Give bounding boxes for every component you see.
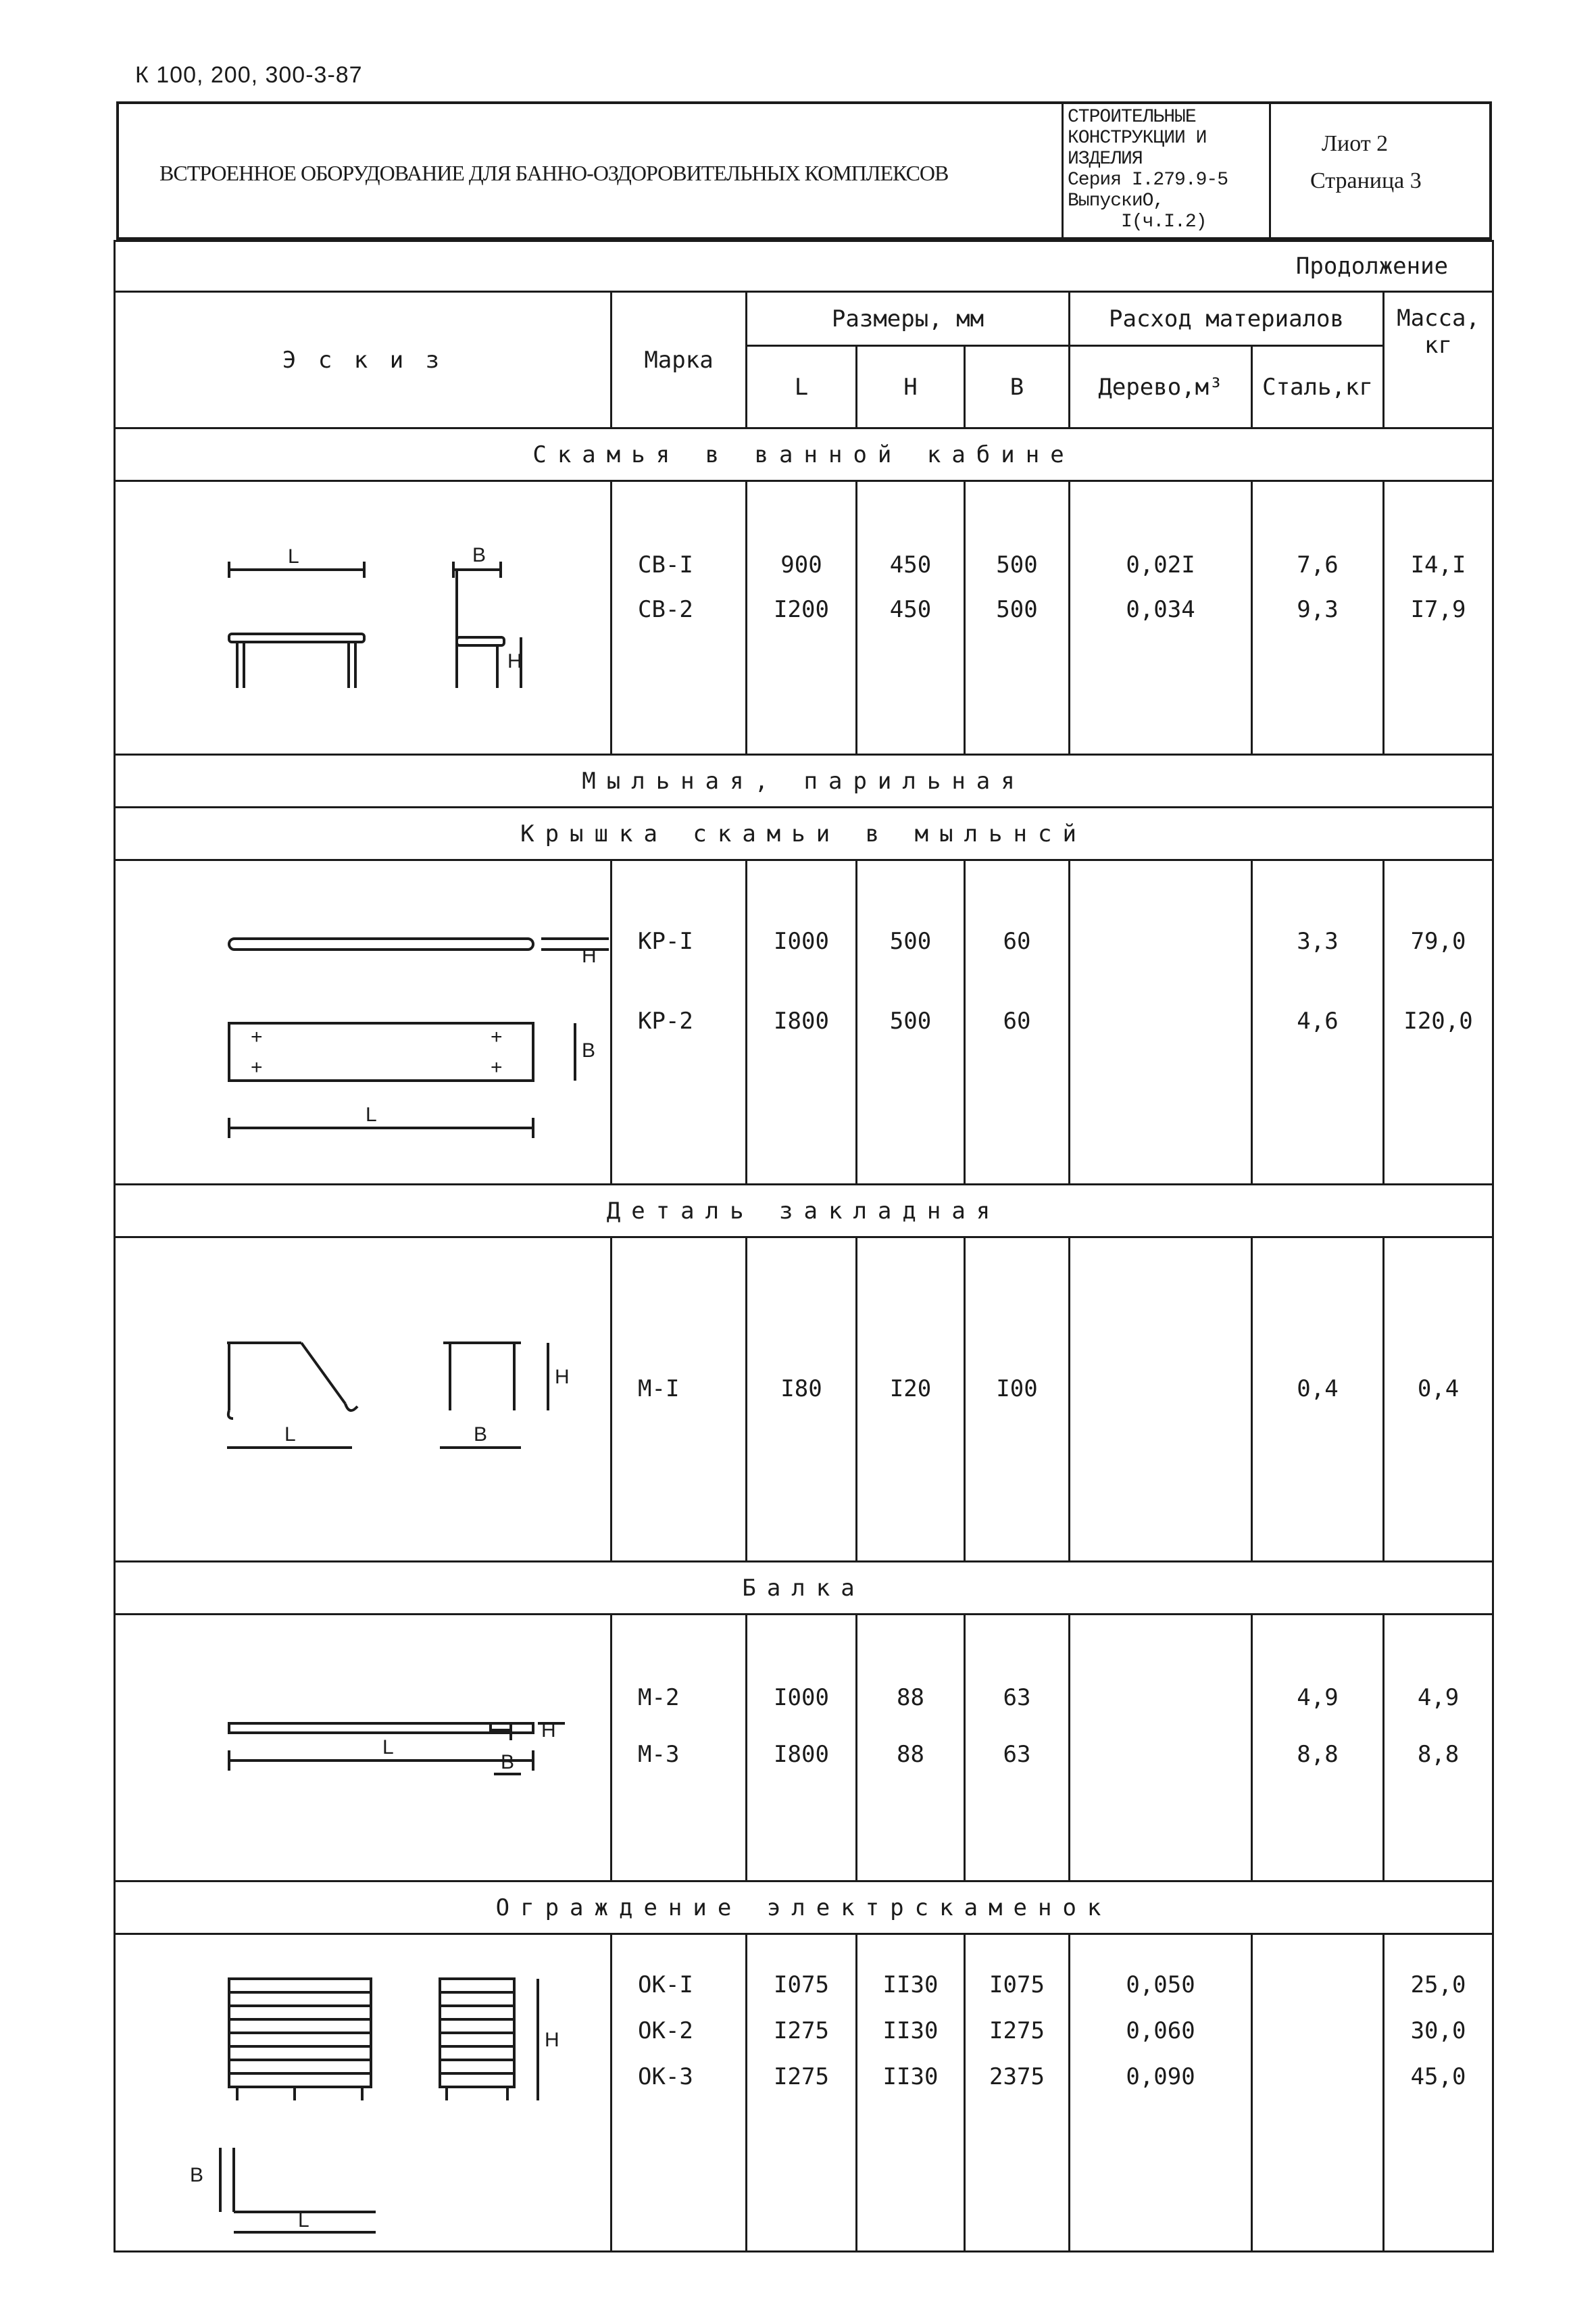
row-L: I075 (774, 1971, 829, 1998)
dim-B-label: B (501, 1751, 515, 1773)
cell-wood (1070, 860, 1252, 1185)
cell-H (857, 860, 965, 1185)
beam-drawing (116, 1615, 609, 1879)
cell-L (747, 1237, 857, 1562)
row-steel: 3,3 (1297, 928, 1339, 955)
row-L: I275 (774, 2017, 829, 2044)
col-header-mass: Масса, кг (1384, 292, 1493, 428)
row-L: 900 (780, 551, 822, 578)
sketch-heater-guard (115, 1934, 612, 2252)
cell-marks (612, 481, 747, 755)
row-H: II30 (882, 2017, 939, 2044)
title-block (116, 101, 1492, 240)
bench-drawing (116, 482, 609, 752)
cell-B (965, 1615, 1070, 1881)
row-H: I20 (889, 1375, 932, 1402)
row-steel: 4,9 (1297, 1684, 1339, 1711)
row-H: 88 (897, 1741, 924, 1768)
row-L: I000 (774, 928, 829, 955)
cell-mass (1384, 860, 1493, 1185)
row-H: II30 (882, 2063, 939, 2090)
dim-H-label: H (545, 2029, 559, 2051)
col-header-L: L (747, 346, 857, 428)
row-mass: 0,4 (1417, 1375, 1460, 1402)
cell-steel (1252, 1615, 1384, 1881)
col-header-H: Н (857, 346, 965, 428)
svg-text:+: + (491, 1026, 503, 1048)
document-title: ВСТРОЕННОЕ ОБОРУДОВАНИЕ ДЛЯ БАННО-ОЗДОРОВИТЕЛЬНЫХ КОМПЛЕКСОВ (159, 161, 949, 185)
dim-B-label: B (472, 544, 487, 566)
section-title: Деталь закладная (115, 1185, 1493, 1237)
dim-L-label: L (288, 545, 299, 568)
cell-marks (612, 1237, 747, 1562)
section-title: Балка (115, 1562, 1493, 1615)
row-L: I000 (774, 1684, 829, 1711)
sheet-number: Лиот 2 (1322, 131, 1389, 156)
cell-B (965, 860, 1070, 1185)
row-L: I800 (774, 1008, 829, 1035)
series-line: Серия I.279.9-5 (1068, 170, 1228, 191)
row-mass: 4,9 (1417, 1684, 1460, 1711)
section-title: Мыльная, парильная (115, 755, 1493, 808)
row-B: I075 (989, 1971, 1045, 1998)
embedded-part-drawing (116, 1238, 609, 1559)
cell-L (747, 481, 857, 755)
row-steel: 0,4 (1297, 1375, 1339, 1402)
cell-mass (1384, 1237, 1493, 1562)
row-wood: 0,034 (1126, 596, 1195, 623)
row-H: II30 (882, 1971, 939, 1998)
cell-marks (612, 1934, 747, 2252)
page-number: Страница 3 (1310, 168, 1422, 193)
lid-drawing (116, 861, 609, 1182)
cell-marks (612, 860, 747, 1185)
sketch-beam (115, 1615, 612, 1881)
sketch-bench (115, 481, 612, 755)
row-B: I00 (996, 1375, 1038, 1402)
row-mark: КР-2 (638, 1008, 693, 1035)
cell-steel (1252, 1237, 1384, 1562)
row-H: 450 (889, 551, 932, 578)
guard-side (440, 1979, 559, 2100)
row-mark: ОК-3 (638, 2063, 693, 2090)
cell-H (857, 1237, 965, 1562)
series-line: ВыпускиО, (1068, 191, 1164, 212)
row-mark: СВ-2 (638, 596, 693, 623)
row-mass: 8,8 (1417, 1741, 1460, 1768)
row-H: 88 (897, 1684, 924, 1711)
cell-mass (1384, 481, 1493, 755)
dim-L-label: L (382, 1736, 394, 1758)
cell-wood (1070, 1934, 1252, 2252)
row-B: 63 (1003, 1741, 1031, 1768)
row-mass: 25,0 (1410, 1971, 1466, 1998)
cell-B (965, 1934, 1070, 2252)
row-B: I275 (989, 2017, 1045, 2044)
cell-steel (1252, 860, 1384, 1185)
dim-H-label: H (541, 1719, 556, 1742)
col-header-mark: Марка (612, 292, 747, 428)
cell-steel (1252, 481, 1384, 755)
cell-L (747, 1615, 857, 1881)
guard-plan (190, 2148, 376, 2232)
cell-B (965, 481, 1070, 755)
sketch-bench-lid (115, 860, 612, 1185)
row-L: I80 (780, 1375, 822, 1402)
dim-L-label: L (284, 1423, 296, 1446)
row-H: 450 (889, 596, 932, 623)
cell-H (857, 1934, 965, 2252)
row-steel: 8,8 (1297, 1741, 1339, 1768)
series-line: КОНСТРУКЦИИ И (1068, 128, 1207, 149)
dim-B-label: B (190, 2164, 204, 2186)
row-L: I275 (774, 2063, 829, 2090)
row-steel: 4,6 (1297, 1008, 1339, 1035)
row-steel: 7,6 (1297, 551, 1339, 578)
cell-marks (612, 1615, 747, 1881)
cell-wood (1070, 1615, 1252, 1881)
row-wood: 0,060 (1126, 2017, 1195, 2044)
row-B: 63 (1003, 1684, 1031, 1711)
row-mark: М-3 (638, 1741, 680, 1768)
row-B: 500 (996, 551, 1038, 578)
row-mass: I4,I (1410, 551, 1466, 578)
row-B: 60 (1003, 1008, 1031, 1035)
col-header-materials: Расход материалов (1070, 292, 1384, 346)
row-B: 60 (1003, 928, 1031, 955)
dim-L-label: L (366, 1104, 377, 1126)
cell-H (857, 1615, 965, 1881)
cell-B (965, 1237, 1070, 1562)
row-mark: КР-I (638, 928, 693, 955)
svg-text:+: + (251, 1026, 263, 1048)
section-title: Скамья в ванной кабине (115, 428, 1493, 481)
series-line: СТРОИТЕЛЬНЫЕ (1068, 107, 1196, 128)
row-steel: 9,3 (1297, 596, 1339, 623)
series-line: I(ч.I.2) (1068, 212, 1207, 232)
cell-steel (1252, 1934, 1384, 2252)
document-code: К 100, 200, 300-3-87 (135, 62, 363, 88)
cell-wood (1070, 1237, 1252, 1562)
dim-B-label: B (582, 1039, 596, 1062)
sketch-embedded-part (115, 1237, 612, 1562)
cell-mass (1384, 1615, 1493, 1881)
row-L: I200 (774, 596, 829, 623)
row-mass: I20,0 (1403, 1008, 1473, 1035)
row-mark: М-I (638, 1375, 680, 1402)
row-wood: 0,090 (1126, 2063, 1195, 2090)
equipment-table (114, 240, 1494, 2253)
row-mass: 79,0 (1410, 928, 1466, 955)
row-mass: 30,0 (1410, 2017, 1466, 2044)
dim-H-label: H (555, 1366, 570, 1388)
series-box (1062, 104, 1271, 240)
row-mark: М-2 (638, 1684, 680, 1711)
col-header-dimensions: Размеры, мм (747, 292, 1070, 346)
cell-wood (1070, 481, 1252, 755)
continued-label: Продолжение (115, 241, 1493, 292)
dim-L-label: L (298, 2209, 309, 2232)
section-title: Ограждение электрскаменок (115, 1881, 1493, 1934)
col-header-B: В (965, 346, 1070, 428)
row-L: I800 (774, 1741, 829, 1768)
svg-text:+: + (251, 1056, 263, 1079)
row-H: 500 (889, 928, 932, 955)
row-mark: СВ-I (638, 551, 693, 578)
row-wood: 0,050 (1126, 1971, 1195, 1998)
row-mass: I7,9 (1410, 596, 1466, 623)
col-header-sketch: Э с к и з (115, 292, 612, 428)
cell-L (747, 860, 857, 1185)
svg-text:+: + (491, 1056, 503, 1079)
row-mass: 45,0 (1410, 2063, 1466, 2090)
row-B: 2375 (989, 2063, 1045, 2090)
row-H: 500 (889, 1008, 932, 1035)
sheet-box (1271, 104, 1492, 240)
cell-H (857, 481, 965, 755)
series-line: ИЗДЕЛИЯ (1068, 149, 1143, 170)
row-B: 500 (996, 596, 1038, 623)
row-wood: 0,02I (1126, 551, 1195, 578)
col-header-wood: Дерево,м³ (1070, 346, 1252, 428)
guard-front (229, 1979, 371, 2100)
dim-H-label: H (582, 945, 597, 967)
heater-guard-drawing (116, 1935, 609, 2249)
col-header-steel: Сталь,кг (1252, 346, 1384, 428)
dim-B-label: B (474, 1423, 488, 1446)
section-title: Крышка скамьи в мыльнсй (115, 808, 1493, 860)
dim-H-label: H (507, 650, 522, 672)
row-mark: ОК-I (638, 1971, 693, 1998)
row-mark: ОК-2 (638, 2017, 693, 2044)
cell-mass (1384, 1934, 1493, 2252)
cell-L (747, 1934, 857, 2252)
